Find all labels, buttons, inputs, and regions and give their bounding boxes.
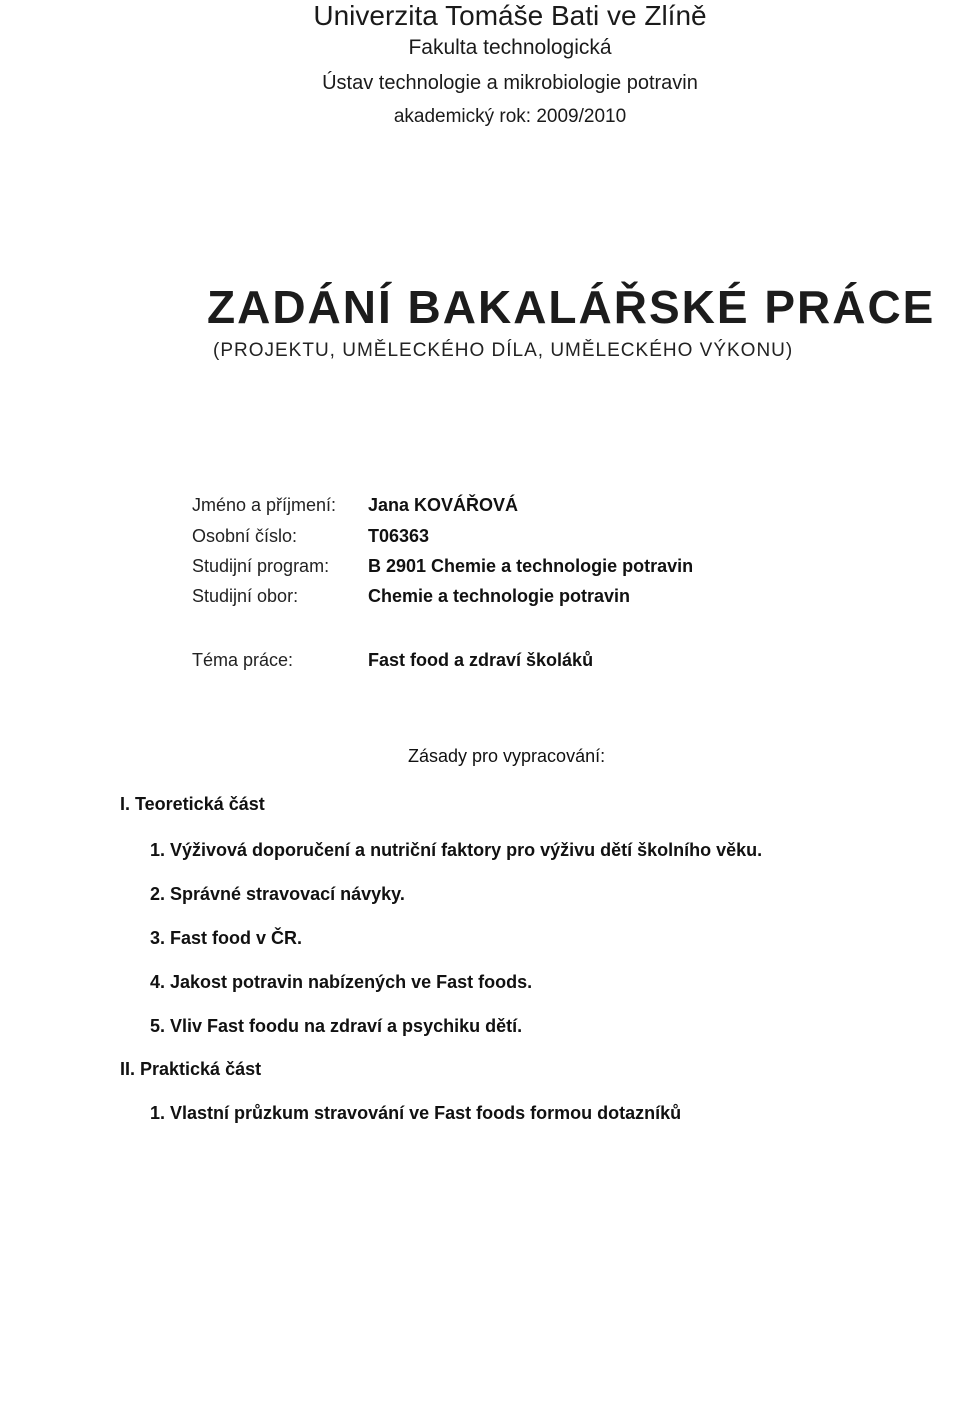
university-name: Univerzita Tomáše Bati ve Zlíně [313,0,707,31]
study-program-value: B 2901 Chemie a technologie potravin [368,556,694,576]
study-field-value: Chemie a technologie potravin [368,586,631,606]
list-item: 1. Vlastní průzkum stravování ve Fast foods formou dotazníků [150,1103,682,1123]
academic-year: akademický rok: 2009/2010 [393,106,627,127]
study-program-label: Studijní program: [192,556,330,576]
list-item: 4. Jakost potravin nabízených ve Fast foods. [150,972,533,992]
guidelines-heading: Zásady pro vypracování: [408,746,606,766]
name-label: Jméno a příjmení: [192,495,337,515]
thesis-topic-value: Fast food a zdraví školáků [368,650,594,670]
name-value: Jana KOVÁŘOVÁ [368,495,519,515]
list-item: 2. Správné stravovací návyky. [150,884,405,904]
list-item: 1. Výživová doporučení a nutriční faktory pro výživu dětí školního věku. [150,840,763,860]
study-field-label: Studijní obor: [192,586,299,606]
thesis-topic-label: Téma práce: [192,650,294,670]
list-item: 3. Fast food v ČR. [150,928,303,948]
list-item: 5. Vliv Fast foodu na zdraví a psychiku dětí. [150,1016,523,1036]
section-practical: II. Praktická část [120,1059,262,1079]
faculty-name: Fakulta technologická [408,36,612,59]
section-theoretical: I. Teoretická část [120,794,265,814]
student-number-label: Osobní číslo: [192,526,298,546]
document-title: ZADÁNÍ BAKALÁŘSKÉ PRÁCE [207,281,936,333]
student-number-value: T06363 [368,526,430,546]
institute-name: Ústav technologie a mikrobiologie potravin [322,72,698,94]
document-subtitle: (PROJEKTU, UMĚLECKÉHO DÍLA, UMĚLECKÉHO VÝKONU) [213,340,794,361]
